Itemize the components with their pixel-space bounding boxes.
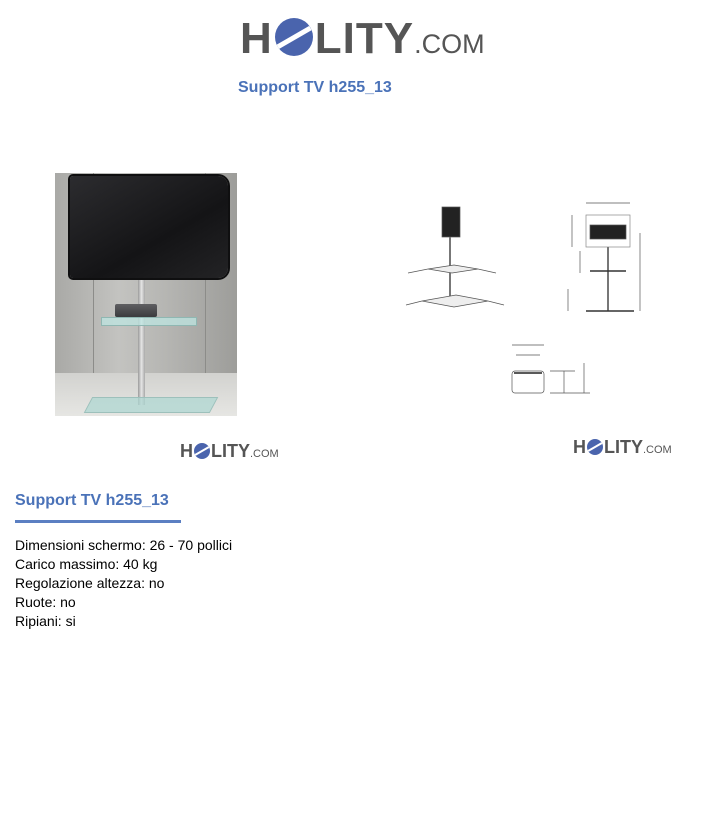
holity-logo[interactable] <box>240 14 485 64</box>
spec-item: Ruote: no <box>15 594 76 610</box>
tv-screen <box>70 176 228 278</box>
logo-letter-h: H <box>180 441 193 461</box>
soundbar <box>115 304 157 317</box>
logo-o-icon <box>587 439 603 455</box>
page-title: Support TV h255_13 <box>238 79 392 96</box>
logo-letters: LITY <box>211 441 250 461</box>
glass-shelf <box>101 317 197 326</box>
product-photo <box>55 173 237 416</box>
spec-item: Regolazione altezza: no <box>15 575 165 591</box>
spec-item: Ripiani: si <box>15 613 76 629</box>
spec-item: Carico massimo: 40 kg <box>15 556 158 572</box>
spec-item: Dimensioni schermo: 26 - 70 pollici <box>15 537 233 553</box>
product-section <box>15 492 232 631</box>
glass-base <box>84 397 219 413</box>
logo-tld: .COM <box>414 29 485 59</box>
logo-o-icon <box>194 443 210 459</box>
logo-letters: LITY <box>604 437 643 457</box>
stand-pole <box>138 273 145 405</box>
holity-logo-small <box>573 437 672 458</box>
logo-o-icon <box>275 18 313 56</box>
logo-letters: LITY <box>314 14 415 63</box>
spec-list <box>15 536 232 631</box>
holity-logo-small <box>180 441 279 462</box>
drawing-front-bracket <box>590 225 626 239</box>
logo-tld: .COM <box>643 444 672 456</box>
technical-drawing <box>400 193 645 401</box>
logo-letter-h: H <box>573 437 586 457</box>
drawing-plan-view <box>512 371 544 393</box>
product-heading: Support TV h255_13 <box>15 492 181 523</box>
logo-tld: .COM <box>250 448 279 460</box>
logo-letter-h: H <box>240 14 273 63</box>
drawing-tv-bracket <box>442 207 460 237</box>
